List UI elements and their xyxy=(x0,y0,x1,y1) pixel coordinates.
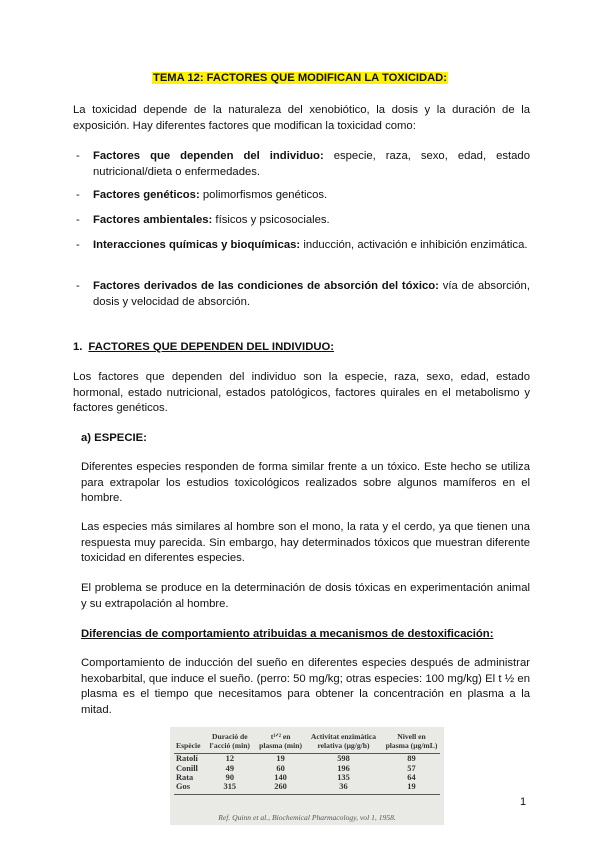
bullet-item xyxy=(76,149,530,180)
bullet-dash: - xyxy=(76,150,80,162)
table-cell: 19 xyxy=(383,782,440,794)
diferencias-heading: Diferencias de comportamiento atribuidas a mecanismos de destoxificación: xyxy=(81,628,494,640)
bullet-bold: Factores derivados de las condiciones de absorción del tóxico: xyxy=(93,280,439,292)
bullet-text: polimorfismos genéticos. xyxy=(199,189,328,201)
table-cell: 598 xyxy=(337,754,350,764)
bullet-text: inducción, activación e inhibición enzimática. xyxy=(300,239,528,251)
intro-paragraph: La toxicidad depende de la naturaleza del xenobiótico, la dosis y la duración de la exposición. Hay diferentes factores que modifican la toxicidad como: xyxy=(73,104,530,132)
table-cell: 19 xyxy=(276,754,285,764)
table-cell: 196 xyxy=(337,763,350,773)
table-cell: Ratolí xyxy=(176,754,198,764)
diferencias-paragraph: Comportamiento de inducción del sueño en diferentes especies después de administrar hexobarbital, que induce el sueño. (perro: 50 mg/kg; otras especies: 100 mg/kg) El t ½ en plasma es el tiempo que necesitamos para obtener la concentración en plasma a la mitad. xyxy=(81,657,530,716)
table-cell: 60 xyxy=(276,763,285,773)
bullet-item xyxy=(76,213,530,229)
bullet-bold: Factores que dependen del individuo: xyxy=(93,150,324,162)
bullet-dash: - xyxy=(76,280,80,292)
column-header: Duració de l'acció (min) xyxy=(202,731,257,754)
bullet-bold: Factores genéticos: xyxy=(93,189,200,201)
section-paragraph: Los factores que dependen del individuo son la especie, raza, sexo, edad, estado hormonal, estado nutricional, estados patológicos, factores quirales en el metabolismo y factores genéticos. xyxy=(73,371,530,415)
table-row xyxy=(174,754,440,764)
bullet-dash: - xyxy=(76,239,80,251)
especie-paragraph: El problema se produce en la determinación de dosis tóxicas en experimentación animal y su extrapolación al hombre. xyxy=(81,582,530,610)
species-data-table xyxy=(170,727,444,825)
table-cell: 315 xyxy=(202,782,257,794)
page-number: 1 xyxy=(520,796,527,808)
table-row xyxy=(174,773,440,782)
bullet-item xyxy=(76,188,530,204)
table-reference: Ref. Quinn et al., Biochemical Pharmacology, vol 1, 1958. xyxy=(218,813,396,822)
bullet-text: especie, raza, sexo, edad, estado nutricional/dieta o enfermedades. xyxy=(93,150,531,178)
section-heading-text: FACTORES QUE DEPENDEN DEL INDIVIDUO: xyxy=(88,341,335,353)
bullet-dash: - xyxy=(76,214,80,226)
table-cell: Rata xyxy=(176,773,194,782)
table-cell: 135 xyxy=(337,773,350,782)
table-cell: 260 xyxy=(257,782,304,794)
section-number: 1. xyxy=(73,341,83,353)
table-cell: 12 xyxy=(225,754,234,764)
bullet-item xyxy=(76,238,530,254)
table-cell: 49 xyxy=(225,763,234,773)
title-highlight: TEMA 12: FACTORES QUE MODIFICAN LA TOXICIDAD: xyxy=(153,72,447,84)
bullet-text: vía de absorción, dosis y velocidad de absorción. xyxy=(93,280,530,308)
page-title xyxy=(0,72,600,84)
subsection-heading: a) ESPECIE: xyxy=(81,432,147,444)
table-cell: 36 xyxy=(304,782,383,794)
column-header: t¹ᐟ² en plasma (min) xyxy=(257,731,304,754)
section-heading xyxy=(73,341,334,353)
table-cell: 89 xyxy=(407,754,416,764)
data-table xyxy=(174,731,440,795)
bullet-bold: Factores ambientales: xyxy=(93,214,213,226)
table-row xyxy=(174,782,440,794)
column-header: Espècie xyxy=(174,731,202,754)
column-header: Activitat enzimàtica relativa (μg/g/h) xyxy=(304,731,383,754)
bullet-text: físicos y psicosociales. xyxy=(212,214,330,226)
table-cell: Conill xyxy=(176,763,198,773)
table-cell: 57 xyxy=(407,763,416,773)
table-cell: 90 xyxy=(225,773,234,782)
table-cell: 140 xyxy=(274,773,287,782)
especie-paragraph: Las especies más similares al hombre son el mono, la rata y el cerdo, ya que tienen una respuesta muy parecida. Sin embargo, hay determinados tóxicos que muestran diferente toxicidad en diferentes especies. xyxy=(81,521,530,565)
especie-paragraph: Diferentes especies responden de forma similar frente a un tóxico. Este hecho se utiliza para extrapolar los estudios toxicológicos realizados sobre algunos mamíferos en el hombre. xyxy=(81,461,530,505)
bullet-item xyxy=(76,279,530,310)
table-header-row xyxy=(174,731,440,754)
bullet-dash: - xyxy=(76,189,80,201)
table-cell: Gos xyxy=(174,782,202,794)
table-row xyxy=(174,764,440,773)
column-header: Nivell en plasma (μg/mL) xyxy=(383,731,440,754)
table-cell: 64 xyxy=(407,773,416,782)
bullet-bold: Interacciones químicas y bioquímicas: xyxy=(93,239,301,251)
